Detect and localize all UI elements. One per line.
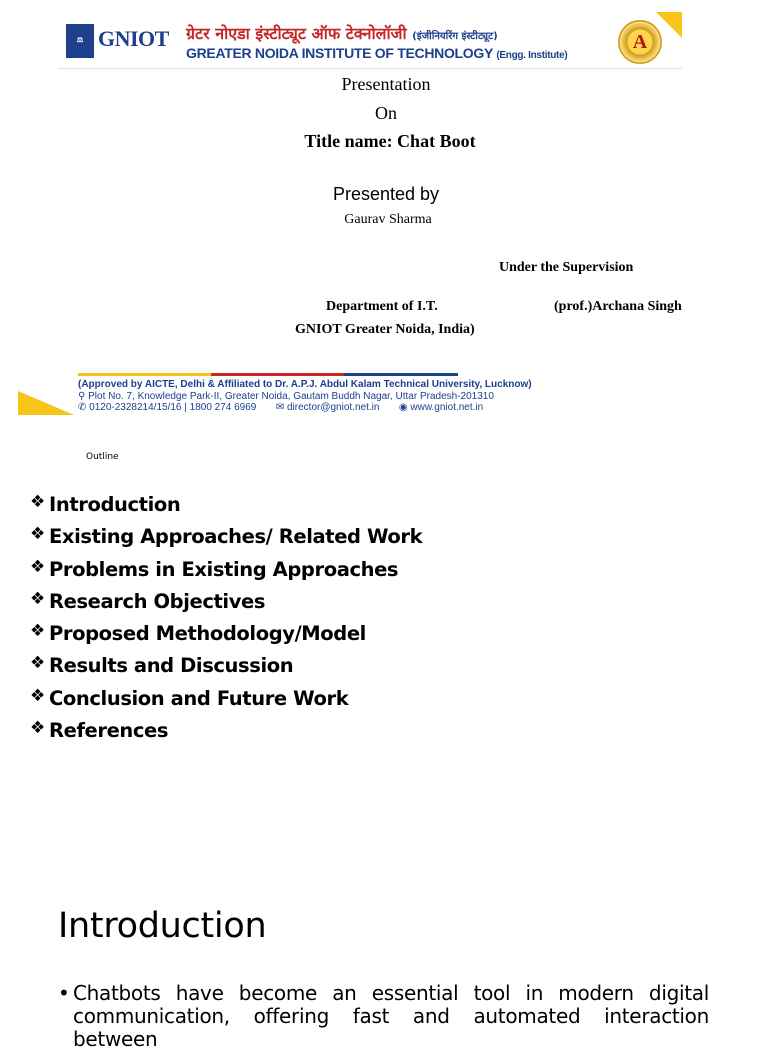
globe-icon: ◉: [398, 402, 408, 413]
diamond-bullet-icon: ❖: [30, 524, 45, 545]
on-label: On: [375, 103, 397, 123]
corner-accent: [656, 12, 682, 38]
list-item: ❖ References: [30, 718, 169, 743]
gniot-logo-text: GNIOT: [98, 26, 169, 51]
institute-banner: [58, 12, 682, 68]
list-item: ❖ Introduction: [30, 492, 181, 516]
address-line: [78, 391, 494, 402]
presented-by-label: Presented by: [332, 184, 440, 204]
contact-line: [78, 402, 483, 413]
diamond-bullet-icon: ❖: [30, 621, 45, 642]
accreditation-seal-icon: A: [618, 20, 662, 64]
outline-list: [30, 493, 730, 751]
list-item: ❖ Research Objectives: [30, 588, 266, 613]
diamond-bullet-icon: ❖: [30, 556, 45, 577]
presentation-title: Title name: Chat Boot: [304, 131, 476, 151]
approval-text: (Approved by AICTE, Delhi & Affiliated to Dr. A.P.J. Abdul Kalam Technical University, Lucknow): [78, 379, 532, 390]
list-item: ❖ Problems in Existing Approaches: [30, 556, 399, 581]
diamond-bullet-icon: ❖: [30, 588, 45, 609]
footer-color-bar: [78, 373, 458, 376]
email-icon: ✉: [275, 402, 285, 413]
diamond-bullet-icon: ❖: [30, 653, 45, 674]
bullet-icon: •: [58, 981, 70, 1005]
introduction-paragraph: [58, 982, 709, 1051]
diamond-bullet-icon: ❖: [30, 492, 45, 512]
email-text: director@gniot.net.in: [287, 402, 380, 413]
institute-name-english: GREATER NOIDA INSTITUTE OF TECHNOLOGY (Engg. Institute): [186, 45, 568, 61]
institution-name: GNIOT Greater Noida, India): [295, 322, 475, 337]
institute-footer: [18, 373, 758, 417]
phone-icon: ✆: [78, 402, 87, 413]
list-item: ❖ Existing Approaches/ Related Work: [30, 524, 423, 549]
outline-heading: Outline: [86, 452, 119, 462]
introduction-text: Chatbots have become an essential tool in modern digital communication, offering fast and automated interaction between: [73, 981, 709, 1051]
phone-text: 0120-2328214/15/16 | 1800 274 6969: [89, 402, 257, 413]
address-text: Plot No. 7, Knowledge Park-II, Greater Noida, Gautam Buddh Nagar, Uttar Pradesh-201310: [88, 391, 494, 402]
gniot-logo-emblem: ⚖: [66, 24, 94, 58]
institute-name-hindi: ग्रेटर नोएडा इंस्टीट्यूट ऑफ टेक्नोलॉजी (इंजीनियरिंग इंस्टीट्यूट): [186, 24, 498, 43]
location-pin-icon: ⚲: [78, 391, 86, 402]
introduction-heading: Introduction: [58, 906, 267, 946]
footer-accent: [18, 391, 74, 415]
presentation-label: Presentation: [341, 74, 431, 94]
supervision-label: Under the Supervision: [499, 260, 634, 275]
website-text: www.gniot.net.in: [410, 402, 484, 413]
diamond-bullet-icon: ❖: [30, 685, 45, 706]
diamond-bullet-icon: ❖: [30, 718, 45, 739]
list-item: ❖ Proposed Methodology/Model: [30, 621, 366, 646]
author-name: Gaurav Sharma: [344, 212, 432, 227]
list-item: ❖ Conclusion and Future Work: [30, 685, 349, 710]
department-name: Department of I.T.: [326, 299, 438, 314]
supervisor-name: (prof.)Archana Singh: [554, 299, 682, 314]
list-item: ❖ Results and Discussion: [30, 653, 294, 678]
